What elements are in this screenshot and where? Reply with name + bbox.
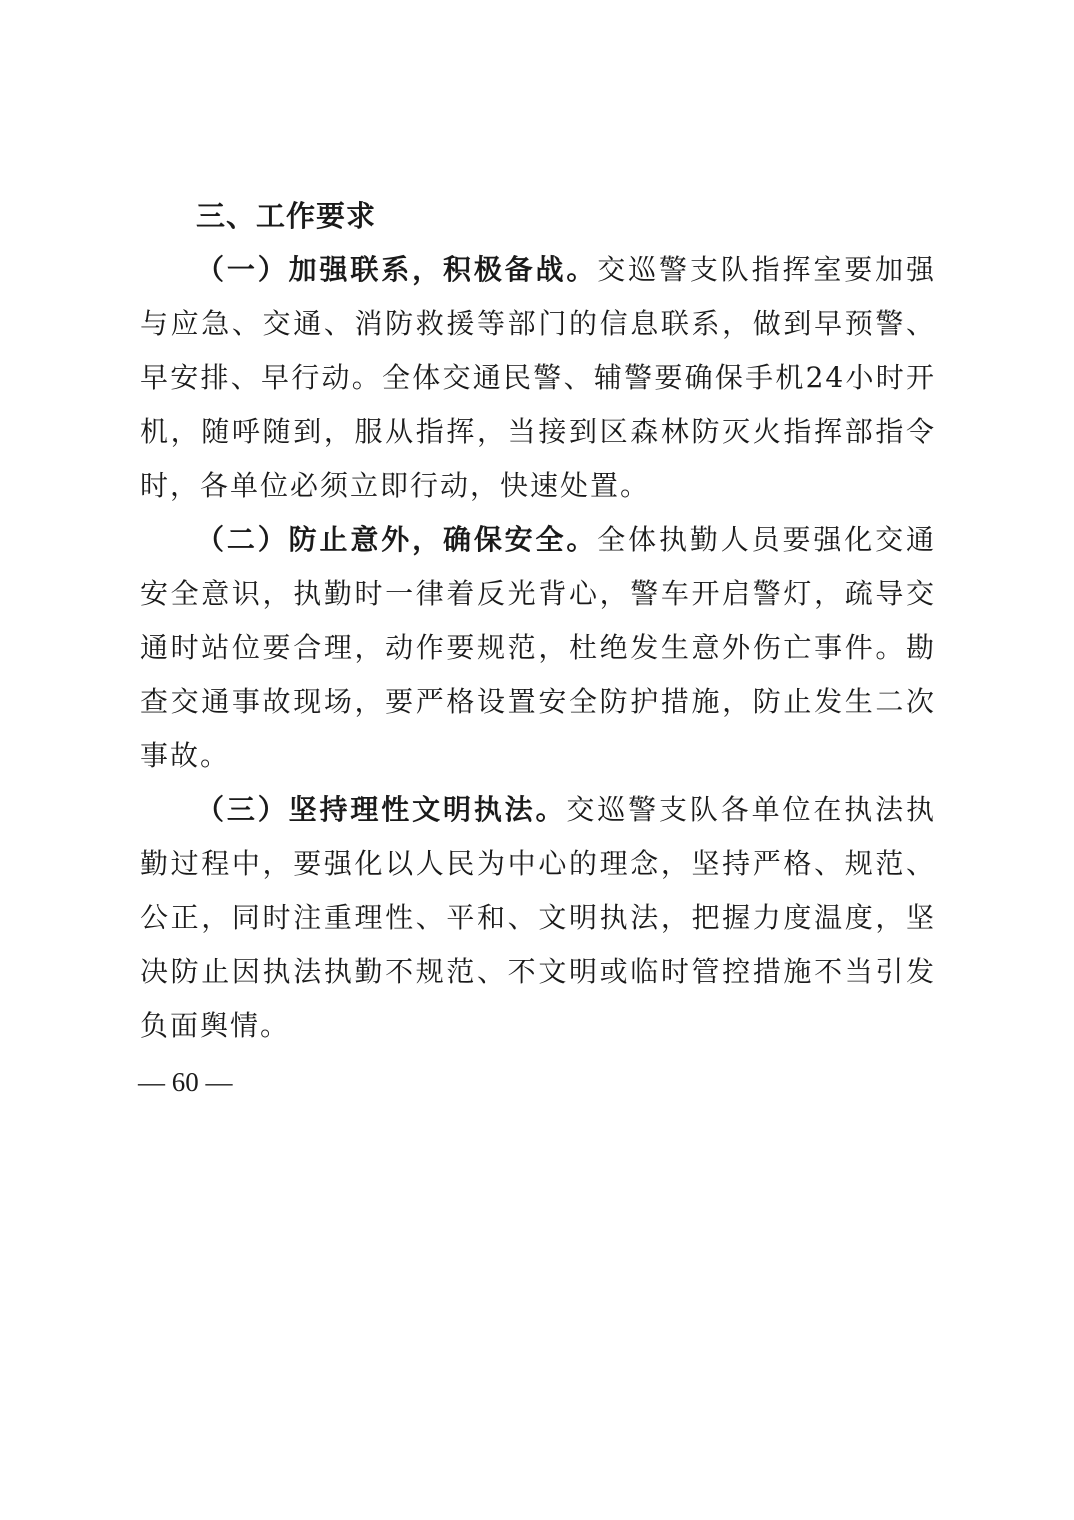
paragraph-1-lead: （一）加强联系，积极备战。 (196, 253, 598, 286)
paragraph-3-text: 交巡警支队各单位在执法执勤过程中，要强化以人民为中心的理念，坚持严格、规范、公正，同时注重理性、平和、文明执法，把握力度温度，坚决防止因执法执勤不规范、不文明或临时管控措施不当引发负面舆情。 (140, 793, 936, 1042)
paragraph-2-lead: （二）防止意外，确保安全。 (196, 523, 598, 556)
paragraph-2-text: 全体执勤人员要强化交通安全意识，执勤时一律着反光背心，警车开启警灯，疏导交通时站位要合理，动作要规范，杜绝发生意外伤亡事件。勘查交通事故现场，要严格设置安全防护措施，防止发生二次事故。 (140, 523, 936, 772)
section-heading: 三、工作要求 (196, 199, 377, 233)
paragraph-3-lead: （三）坚持理性文明执法。 (196, 793, 567, 826)
paragraph-1-text: 交巡警支队指挥室要加强与应急、交通、消防救援等部门的信息联系，做到早预警、早安排、早行动。全体交通民警、辅警要确保手机24小时开机，随呼随到，服从指挥，当接到区森林防灭火指挥部指令时，各单位必须立即行动，快速处置。 (140, 253, 936, 502)
paragraph-3 (140, 783, 936, 1053)
page-number: — 60 — (138, 1067, 233, 1097)
body-text (140, 243, 936, 1053)
paragraph-1 (140, 243, 936, 513)
paragraph-2 (140, 513, 936, 783)
